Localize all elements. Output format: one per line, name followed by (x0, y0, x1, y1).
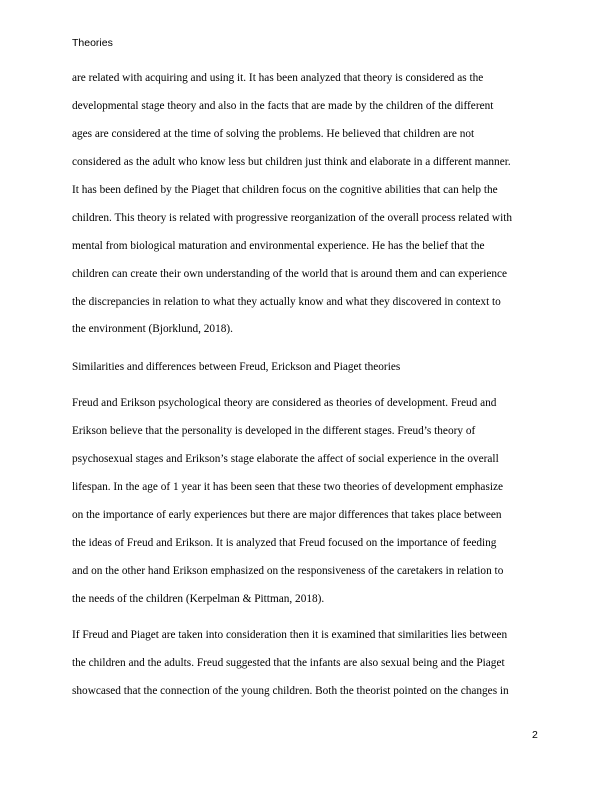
text-line: the ideas of Freud and Erikson. It is analyzed that Freud focused on the importance of feeding (72, 537, 497, 549)
text-line: lifespan. In the age of 1 year it has been seen that these two theories of development emphasize (72, 481, 504, 493)
text-line: children can create their own understanding of the world that is around them and can experience (72, 268, 508, 280)
text-line: the discrepancies in relation to what they actually know and what they discovered in context to (72, 296, 501, 308)
text-line: mental from biological maturation and environmental experience. He has the belief that the (72, 240, 485, 252)
text-line: considered as the adult who know less but children just think and elaborate in a different manner. (72, 156, 511, 168)
running-header: Theories (72, 37, 113, 49)
text-line: ages are considered at the time of solving the problems. He believed that children are not (72, 128, 475, 140)
text-line: Freud and Erikson psychological theory are considered as theories of development. Freud and (72, 397, 497, 409)
page-number: 2 (532, 729, 538, 741)
text-line: and on the other hand Erikson emphasized on the responsiveness of the caretakers in relation to (72, 565, 504, 577)
section-heading: Similarities and differences between Freud, Erickson and Piaget theories (72, 361, 401, 373)
text-line: the environment (Bjorklund, 2018). (72, 323, 233, 335)
text-line: Erikson believe that the personality is developed in the different stages. Freud’s theory of (72, 425, 476, 437)
text-line: the needs of the children (Kerpelman & Pittman, 2018). (72, 593, 325, 605)
text-line: on the importance of early experiences but there are major differences that takes place between (72, 509, 502, 521)
text-line: children. This theory is related with progressive reorganization of the overall process related with (72, 212, 513, 224)
text-line: are related with acquiring and using it. It has been analyzed that theory is considered as the (72, 72, 484, 84)
text-line: the children and the adults. Freud suggested that the infants are also sexual being and the Piaget (72, 657, 505, 669)
text-line: If Freud and Piaget are taken into consideration then it is examined that similarities lies between (72, 629, 508, 641)
text-line: developmental stage theory and also in the facts that are made by the children of the different (72, 100, 494, 112)
text-line: showcased that the connection of the young children. Both the theorist pointed on the changes in (72, 685, 509, 697)
text-line: psychosexual stages and Erikson’s stage elaborate the affect of social experience in the overall (72, 453, 499, 465)
text-line: It has been defined by the Piaget that children focus on the cognitive abilities that can help the (72, 184, 498, 196)
